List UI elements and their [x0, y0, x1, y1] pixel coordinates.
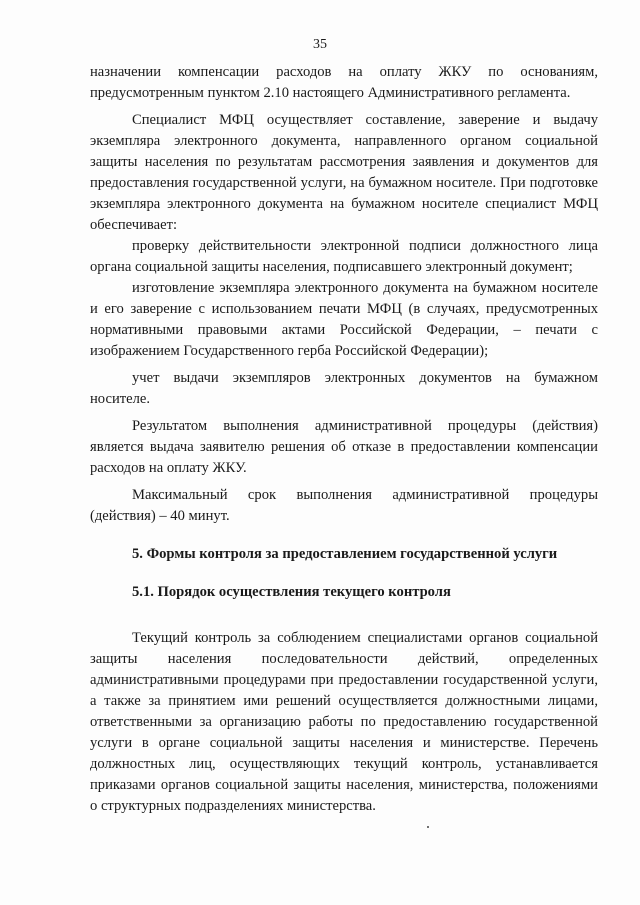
paragraph-mfc-specialist: Специалист МФЦ осуществляет составление, заверение и выдачу экземпляра электронного документа, направленного органом социальной защиты населения по результатам рассмотрения заявления и документов для предоставления государственной услуги, на бумажном носителе. При подготовке экземпляра электронного документа на бумажном носителе специалист МФЦ обеспечивает:	[90, 112, 598, 233]
paragraph-procedure-result: Результатом выполнения административной процедуры (действия) является выдача заявителю решения об отказе в предоставлении компенсации расходов на оплату ЖКУ.	[90, 418, 598, 476]
subsection-heading: 5.1. Порядок осуществления текущего контроля	[132, 584, 451, 600]
paragraph-continuation: назначении компенсации расходов на оплату ЖКУ по основаниям, предусмотренным пунктом 2.10 настоящего Административного регламента.	[90, 64, 598, 101]
document-body	[90, 62, 598, 817]
paragraph-max-duration: Максимальный срок выполнения административной процедуры (действия) – 40 минут.	[90, 487, 598, 524]
paragraph-signature-check: проверку действительности электронной подписи должностного лица органа социальной защиты населения, подписавшего электронный документ;	[90, 238, 598, 275]
paragraph-issuance-record: учет выдачи экземпляров электронных документов на бумажном носителе.	[90, 370, 598, 407]
paragraph-paper-copy: изготовление экземпляра электронного документа на бумажном носителе и его заверение с использованием печати МФЦ (в случаях, предусмотренных нормативными правовыми актами Российской Федерации, – печати с изображением Государственного герба Российской Федерации);	[90, 280, 598, 359]
paragraph-current-control: Текущий контроль за соблюдением специалистами органов социальной защиты населения последовательности действий, определенных административными процедурами при предоставлении государственной услуги, а также за принятием ими решений осуществляется должностными лицами, ответственными за организацию работы по предоставлению государственной услуги в органе социальной защиты населения и министерстве. Перечень должностных лиц, осуществляющих текущий контроль, устанавливается приказами органов социальной защиты населения, министерства, положениями о структурных подразделениях министерства.	[90, 630, 598, 814]
scan-speck	[427, 826, 429, 828]
page-number: 35	[313, 37, 327, 52]
section-heading: 5. Формы контроля за предоставлением государственной услуги	[132, 546, 558, 562]
